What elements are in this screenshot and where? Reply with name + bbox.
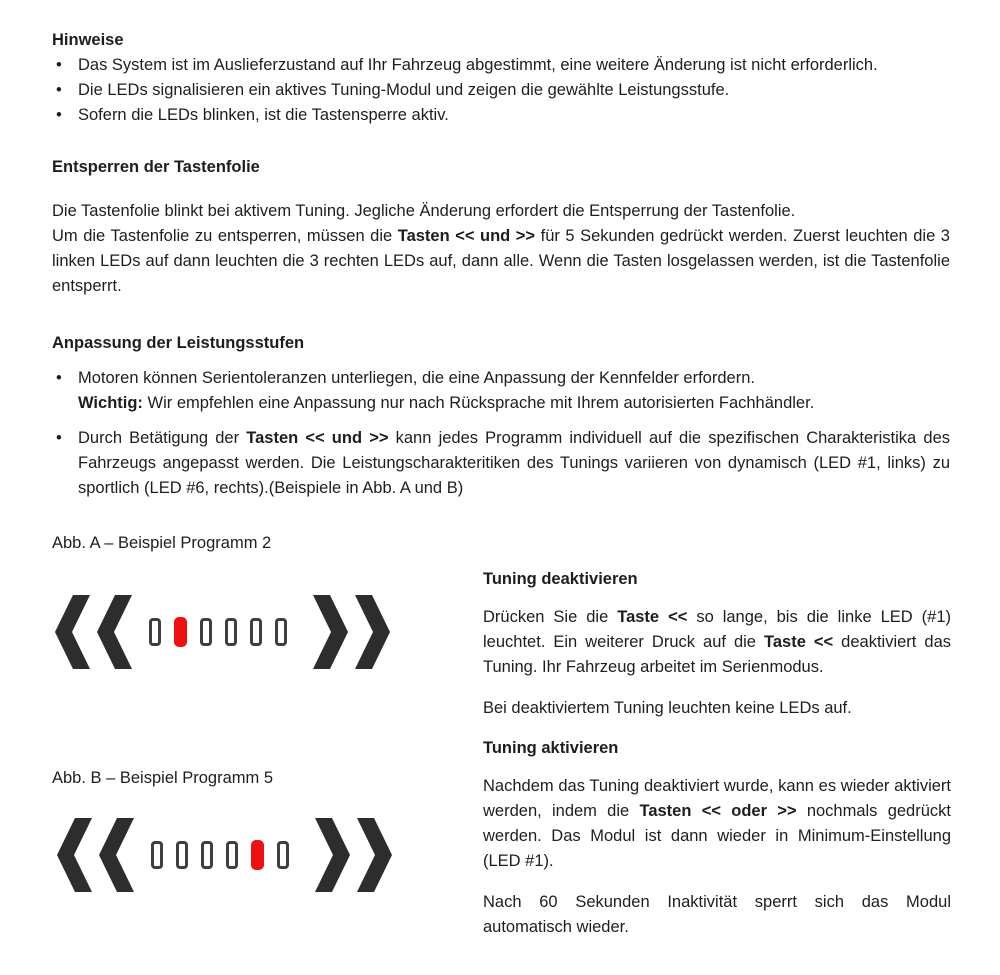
anpassung-bullet-1-rest: Wir empfehlen eine Anpassung nur nach Rücksprache mit Ihrem autorisierten Fachhändler. [142, 394, 815, 412]
anpassung-wichtig-bold: Wichtig: [78, 394, 143, 412]
figure-a-caption: Abb. A – Beispiel Programm 2 [52, 534, 272, 552]
hinweise-bullet-2 [52, 78, 950, 103]
aktivieren-keys-bold: Tasten << oder >> [639, 802, 797, 820]
led-4 [226, 841, 238, 869]
led-5-active [251, 840, 264, 870]
entsperren-line-2a: Um die Tastenfolie zu entsperren, müssen die [52, 227, 398, 245]
deaktivieren-p1b: so lange, bis die linke LED (#1) leuchtet. Ein weiterer Druck auf die [483, 608, 951, 651]
deaktivieren-key-bold-2: Taste << [764, 633, 834, 651]
hinweise-bullet-3 [52, 103, 950, 128]
bottom-section [52, 501, 950, 950]
anpassung-list [52, 366, 950, 501]
figure-b [57, 818, 392, 892]
entsperren-line-2b: für 5 Sekunden gedrückt werden. Zuerst leuchten die 3 linken LEDs auf dann leuchten die 3 rechten LEDs auf, dann alle. Wenn die Tasten losgelassen werden, ist die Tastenfolie entsperrt. [52, 227, 950, 295]
led-2 [176, 841, 188, 869]
entsperren-line-1: Die Tastenfolie blinkt bei aktivem Tuning. Jegliche Änderung erfordert die Entsperrung der Tastenfolie. [52, 202, 796, 220]
entsperren-heading: Entsperren der Tastenfolie [52, 158, 260, 176]
hinweise-bullet-2-text: Die LEDs signalisieren ein aktives Tuning-Modul und zeigen die gewählte Leistungsstufe. [78, 81, 730, 99]
deaktivieren-key-bold-1: Taste << [617, 608, 688, 626]
tuning-aktivieren-paragraph-2: Nach 60 Sekunden Inaktivität sperrt sich das Modul automatisch wieder. [483, 893, 951, 936]
led-1 [151, 841, 163, 869]
led-6 [275, 618, 287, 646]
anpassung-bullet-2a: Durch Betätigung der [78, 429, 247, 447]
deaktivieren-p1c: deaktiviert das Tuning. Ihr Fahrzeug arbeitet im Serienmodus. [483, 633, 951, 676]
figure-a [55, 595, 390, 669]
aktivieren-p1b: nochmals gedrückt werden. Das Modul ist dann wieder in Minimum-Einstellung (LED #1). [483, 802, 951, 870]
led-4 [225, 618, 237, 646]
led-3 [200, 618, 212, 646]
entsperren-keys-bold: Tasten << und >> [397, 227, 536, 245]
anpassung-bullet-2b: kann jedes Programm individuell auf die spezifischen Charakteristika des Fahrzeugs angepasst werden. Die Leistungscharakteritiken des Tunings variieren von dynamisch (LED #1, links) zu sportlich (LED #6, rechts).(Beispiele in Abb. A und B) [78, 429, 950, 497]
figure-b-caption: Abb. B – Beispiel Programm 5 [52, 769, 274, 787]
hinweise-bullet-3-text: Sofern die LEDs blinken, ist die Tastensperre aktiv. [78, 106, 449, 124]
anpassung-keys-bold: Tasten << und >> [246, 429, 389, 447]
hinweise-bullet-1-text: Das System ist im Auslieferzustand auf Ihr Fahrzeug abgestimmt, eine weitere Änderung ist nicht erforderlich. [78, 56, 878, 74]
anpassung-heading: Anpassung der Leistungsstufen [52, 334, 305, 352]
aktivieren-p1a: Nachdem das Tuning deaktiviert wurde, kann es wieder aktiviert werden, indem die [483, 777, 951, 820]
tuning-aktivieren-heading: Tuning aktivieren [483, 739, 619, 757]
double-chevron-left-icon [55, 595, 132, 669]
led-2-active [174, 617, 187, 647]
entsperren-paragraph [52, 199, 950, 299]
anpassung-bullet-1 [52, 366, 950, 416]
anpassung-bullet-2 [52, 426, 950, 501]
double-chevron-left-icon [57, 818, 134, 892]
led-display-b [151, 840, 289, 870]
led-display-a [149, 617, 287, 647]
led-5 [250, 618, 262, 646]
right-column [483, 567, 951, 940]
double-chevron-right-icon [315, 818, 392, 892]
double-chevron-right-icon [313, 595, 390, 669]
led-1 [149, 618, 161, 646]
tuning-deaktivieren-paragraph-2: Bei deaktiviertem Tuning leuchten keine LEDs auf. [483, 699, 852, 717]
led-3 [201, 841, 213, 869]
led-6 [277, 841, 289, 869]
hinweise-list [52, 53, 950, 128]
anpassung-bullet-1-line1: Motoren können Serientoleranzen unterliegen, die eine Anpassung der Kennfelder erfordern. [78, 369, 755, 387]
tuning-deaktivieren-heading: Tuning deaktivieren [483, 570, 638, 588]
deaktivieren-p1a: Drücken Sie die [483, 608, 618, 626]
tuning-deaktivieren-paragraph-1 [483, 605, 951, 680]
tuning-aktivieren-paragraph-1 [483, 774, 951, 874]
hinweise-heading: Hinweise [52, 31, 124, 49]
hinweise-bullet-1 [52, 53, 950, 78]
